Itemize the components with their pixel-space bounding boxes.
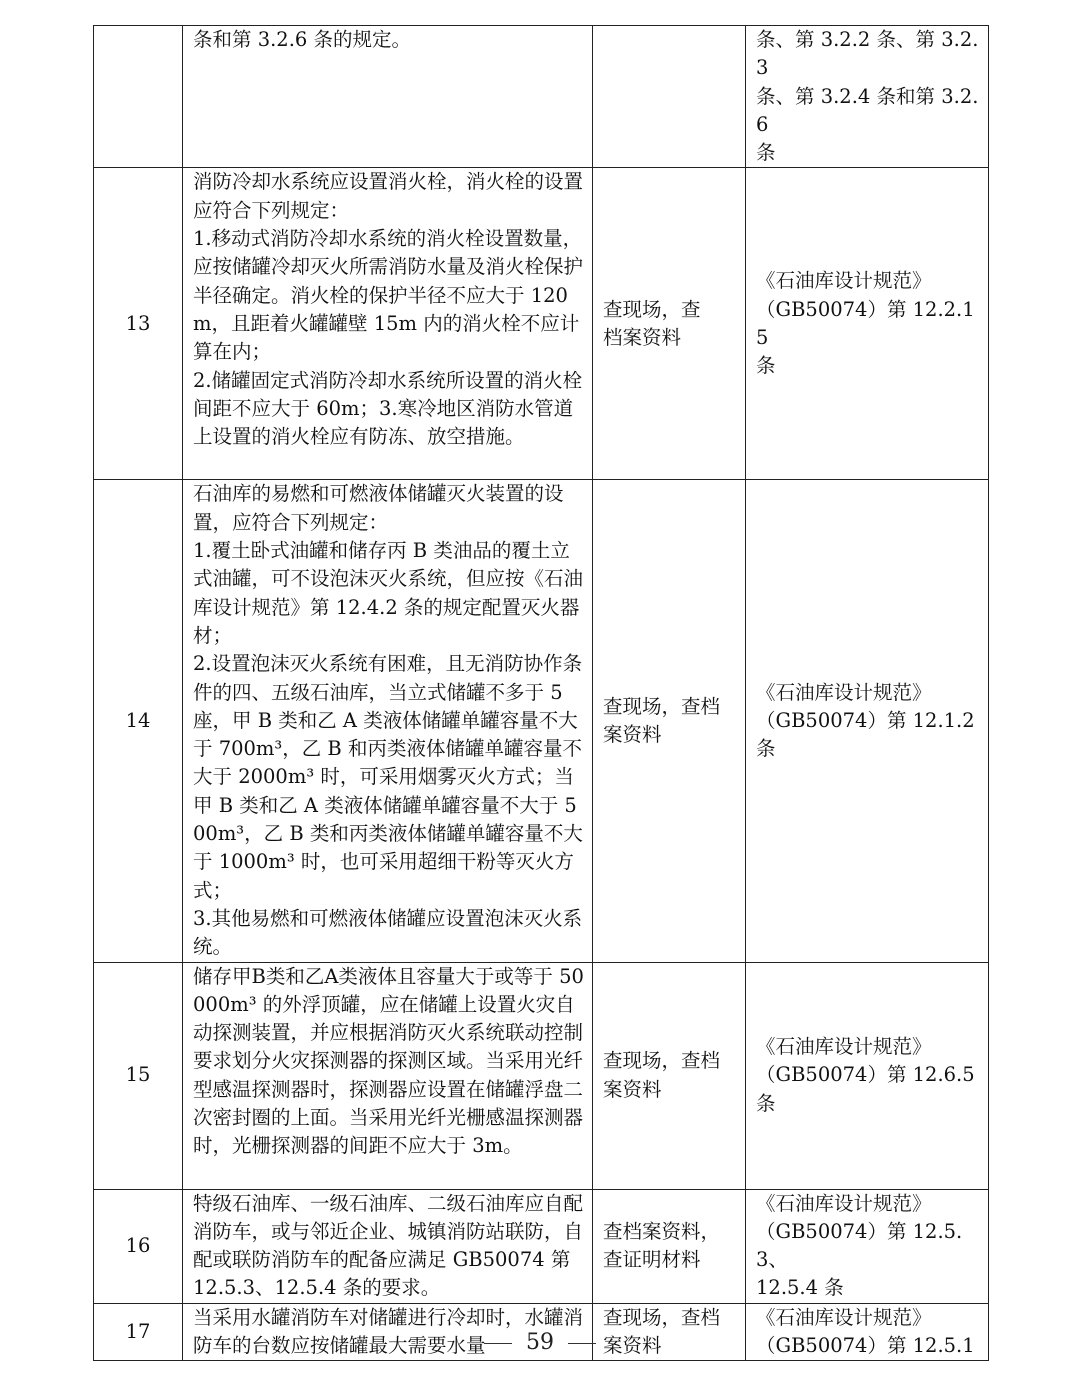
footer-dash-right (568, 1343, 596, 1344)
inspection-method: 查现场，查 档案资料 (593, 168, 746, 480)
inspection-table (93, 25, 989, 1361)
row-number: 17 (94, 1303, 183, 1361)
regulation-basis: 《石油库设计规范》 （GB50074）第 12.1.2 条 (746, 480, 989, 962)
inspection-method (593, 26, 746, 168)
regulation-basis: 《石油库设计规范》 （GB50074）第 12.5.3、 12.5.4 条 (746, 1189, 989, 1303)
page-number: 59 (526, 1330, 554, 1355)
row-number: 13 (94, 168, 183, 480)
row-number: 14 (94, 480, 183, 962)
regulation-basis: 《石油库设计规范》 （GB50074）第 12.2.15 条 (746, 168, 989, 480)
row-number: 16 (94, 1189, 183, 1303)
inspection-method: 查档案资料， 查证明材料 (593, 1189, 746, 1303)
requirement-text: 特级石油库、一级石油库、二级石油库应自配消防车，或与邻近企业、城镇消防站联防，自配或联防消防车的配备应满足 GB50074 第 12.5.3、12.5.4 条的要求。 (183, 1189, 593, 1303)
page-footer (0, 1328, 1080, 1358)
requirement-text: 消防冷却水系统应设置消火栓，消火栓的设置应符合下列规定： 1.移动式消防冷却水系统的消火栓设置数量，应按储罐冷却灭火所需消防水量及消火栓保护半径确定。消火栓的保护半径不应大于 120m，且距着火罐罐壁 15m 内的消火栓不应计算在内； 2.储罐固定式消防冷却水系统所设置的消火栓间距不应大于 60m；3.寒冷地区消防水管道上设置的消火栓应有防冻、放空措施。 (183, 168, 593, 480)
requirement-text: 石油库的易燃和可燃液体储罐灭火装置的设置，应符合下列规定： 1.覆土卧式油罐和储存丙 B 类油品的覆土立式油罐，可不设泡沫灭火系统，但应按《石油库设计规范》第 12.4.2 条的规定配置灭火器材； 2.设置泡沫灭火系统有困难，且无消防协作条件的四、五级石油库，当立式储罐不多于 5 座，甲 B 类和乙 A 类液体储罐单罐容量不大于 700m³，乙 B 和丙类液体储罐单罐容量不大于 2000m³ 时，可采用烟雾灭火方式；当甲 B 类和乙 A 类液体储罐单罐容量不大于 500m³，乙 B 类和丙类液体储罐单罐容量不大于 1000m³ 时，也可采用超细干粉等灭火方式； 3.其他易燃和可燃液体储罐应设置泡沫灭火系统。 (183, 480, 593, 962)
row-number: 15 (94, 962, 183, 1189)
regulation-basis: 《石油库设计规范》 （GB50074）第 12.6.5 条 (746, 962, 989, 1189)
inspection-method: 查现场，查档 案资料 (593, 480, 746, 962)
table-row (94, 1189, 989, 1303)
inspection-method: 查现场，查档 案资料 (593, 962, 746, 1189)
requirement-text: 条和第 3.2.6 条的规定。 (183, 26, 593, 168)
requirement-text: 当采用水罐消防车对储罐进行冷却时，水罐消防车的台数应按储罐最大需要水量 (183, 1303, 593, 1361)
regulation-basis: 条、第 3.2.2 条、第 3.2.3 条、第 3.2.4 条和第 3.2.6 条 (746, 26, 989, 168)
table-row (94, 26, 989, 168)
inspection-method: 查现场，查档 案资料 (593, 1303, 746, 1361)
row-number (94, 26, 183, 168)
requirement-text: 储存甲B类和乙A类液体且容量大于或等于 50000m³ 的外浮顶罐，应在储罐上设置火灾自动探测装置，并应根据消防灭火系统联动控制要求划分火灾探测器的探测区域。当采用光纤型感温探测器时，探测器应设置在储罐浮盘二次密封圈的上面。当采用光纤光栅感温探测器时，光栅探测器的间距不应大于 3m。 (183, 962, 593, 1189)
footer-dash-left (484, 1343, 512, 1344)
table-row (94, 480, 989, 962)
table-row (94, 168, 989, 480)
table-row (94, 962, 989, 1189)
regulation-basis: 《石油库设计规范》 （GB50074）第 12.5.1 (746, 1303, 989, 1361)
